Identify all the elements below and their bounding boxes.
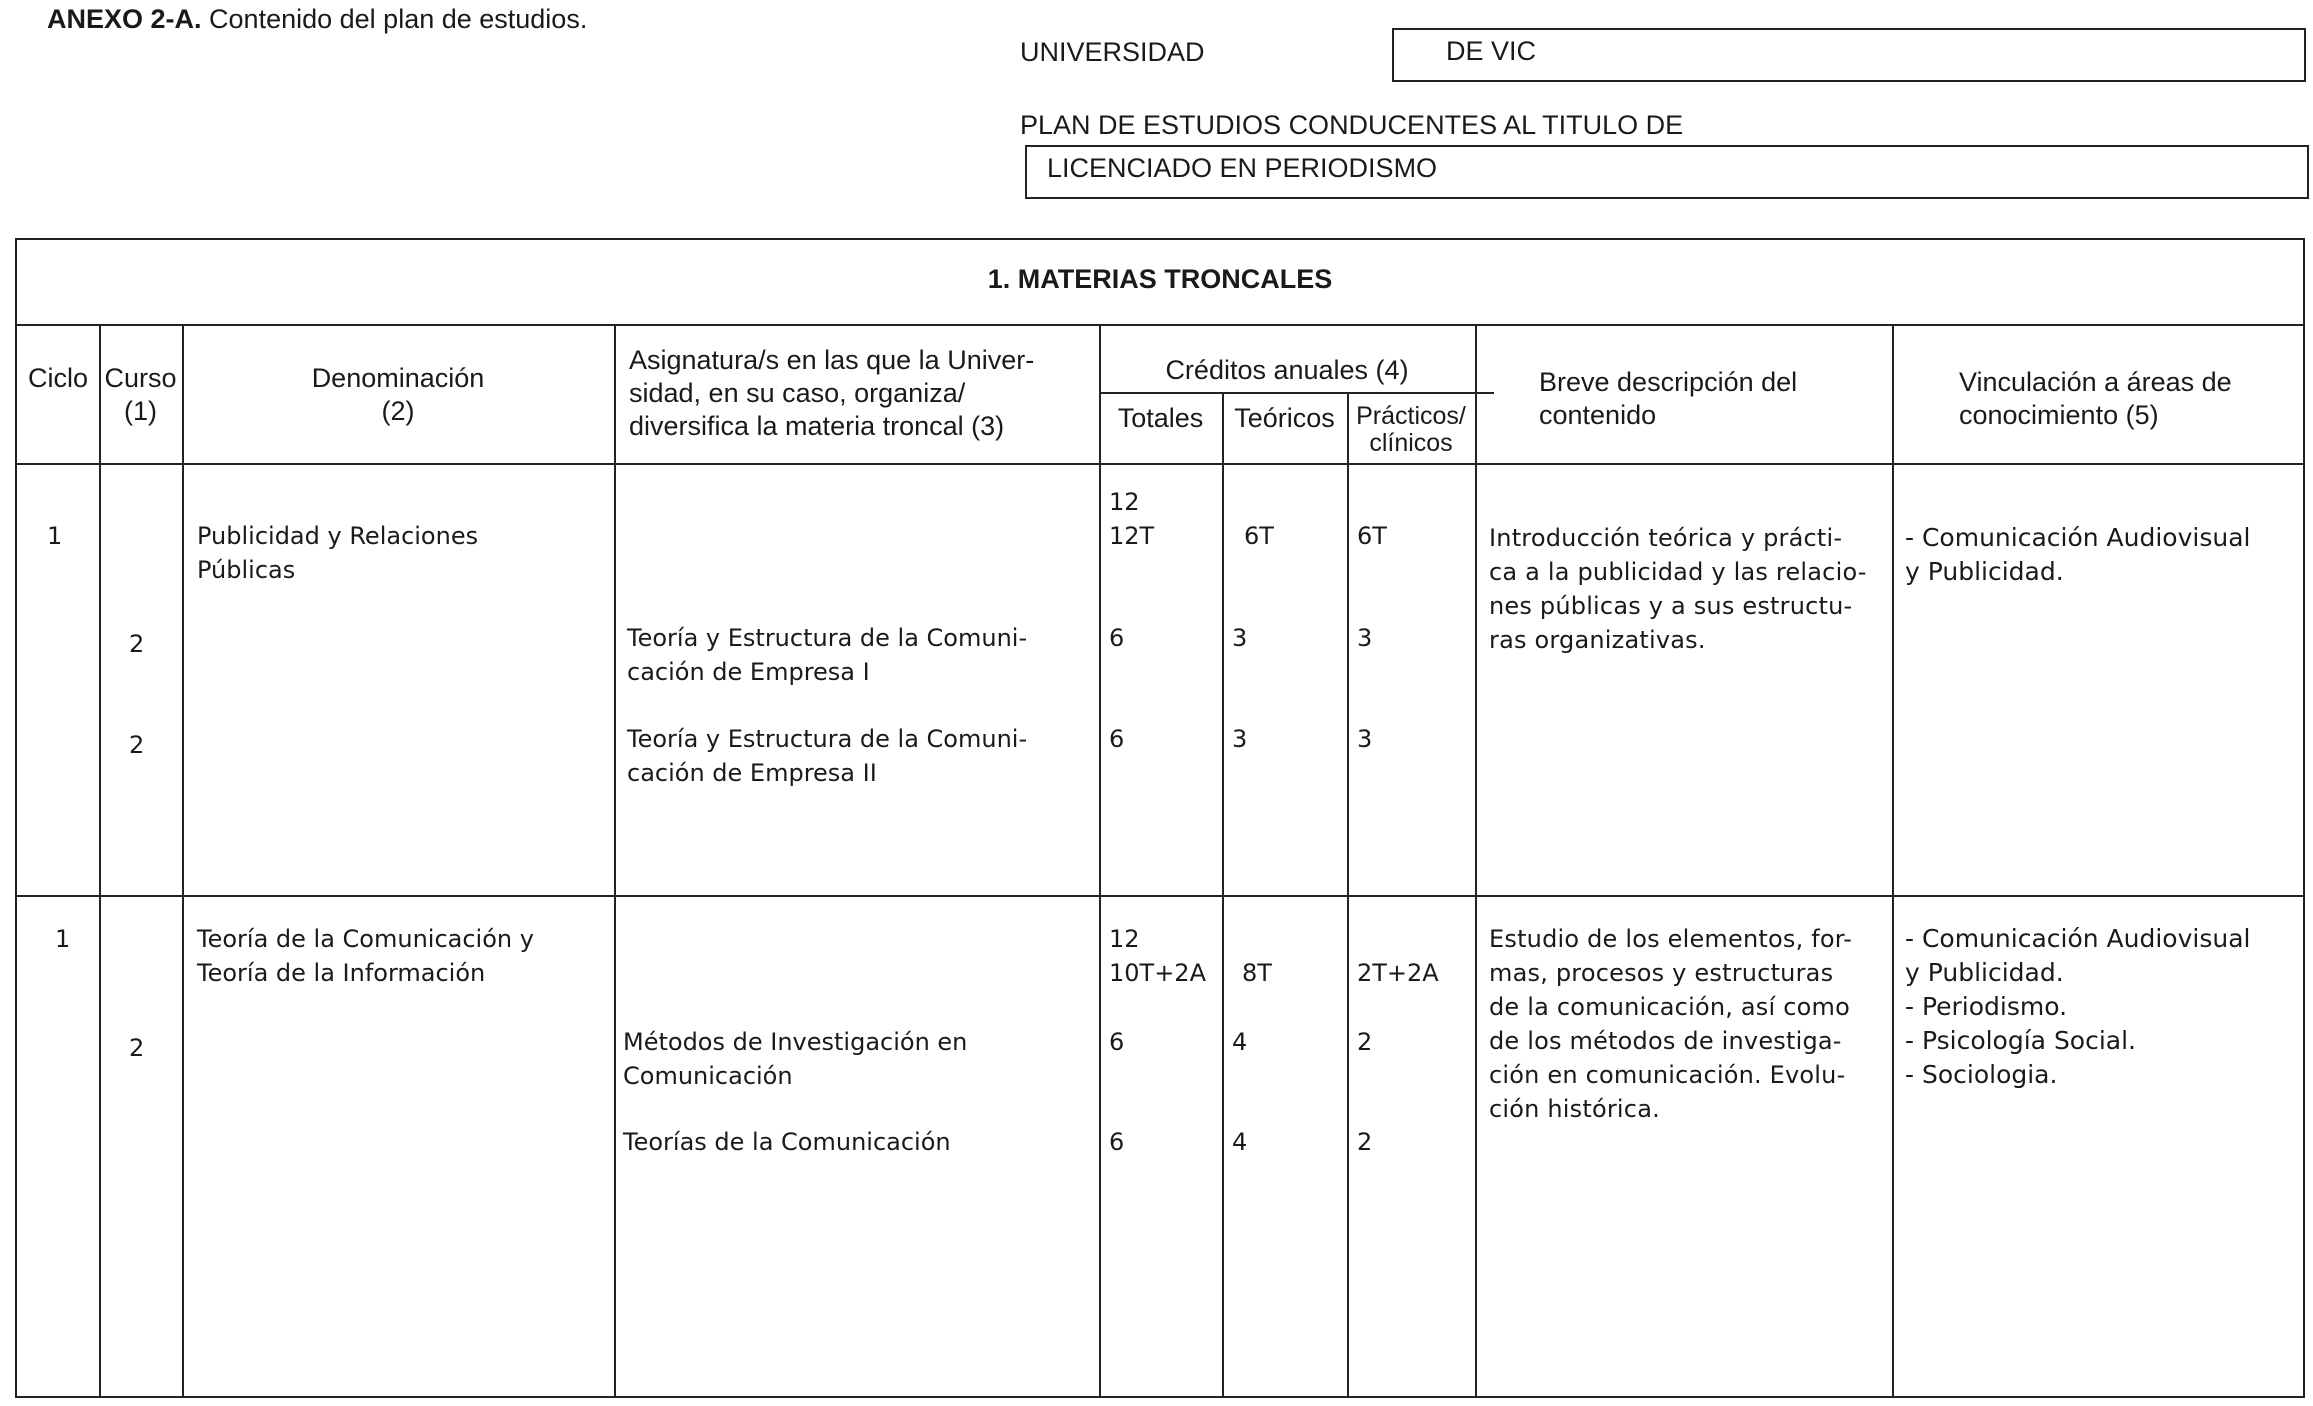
row1-vinculacion: - Comunicación Audiovisual y Publicidad. (1905, 523, 2251, 586)
row1-practicos: 6T (1357, 522, 1387, 550)
annex-text: Contenido del plan de estudios. (209, 4, 588, 34)
col-line-descripcion (1892, 324, 1894, 1396)
row1-sub1-teoricos: 3 (1232, 624, 1248, 652)
col-header-creditos: Créditos anuales (4) (1165, 355, 1409, 385)
col-header-curso: Curso (1) (104, 363, 177, 426)
row2-descripcion: Estudio de los elementos, for- mas, procesos y estructuras de la comunicación, así como de los métodos de investiga- ción en comunicación. Evolu- ción histórica. (1489, 925, 1853, 1123)
row2-totales: 12 10T+2A (1109, 925, 1206, 987)
col-header-totales: Totales (1117, 403, 1204, 433)
rule-credits (1099, 392, 1494, 394)
row1-denominacion: Publicidad y Relaciones Públicas (197, 522, 479, 584)
col-line-teoricos (1347, 392, 1349, 1396)
row1-descripcion: Introducción teórica y prácti- ca a la publicidad y las relacio- nes públicas y a sus estructu- ras organizativas. (1489, 524, 1867, 654)
rule-title (17, 324, 2303, 326)
col-header-practicos: Prácticos/ clínicos (1356, 402, 1466, 457)
row1-sub1-practicos: 3 (1357, 624, 1373, 652)
col-line-denominacion (614, 324, 616, 1396)
row2-sub2-practicos: 2 (1357, 1128, 1373, 1156)
row1-ciclo: 1 (47, 522, 63, 550)
row2-sub1-teoricos: 4 (1232, 1028, 1248, 1056)
row1-sub2-totales: 6 (1109, 725, 1125, 753)
row1-teoricos: 6T (1244, 522, 1274, 550)
plan-field (1025, 145, 2309, 199)
annex-heading (47, 4, 587, 35)
row2-vinculacion: - Comunicación Audiovisual y Publicidad. - Periodismo. - Psicología Social. - Sociologia. (1905, 924, 2251, 1089)
plan-value: LICENCIADO EN PERIODISMO (1047, 153, 1438, 183)
row1-sub2-teoricos: 3 (1232, 725, 1248, 753)
annex-label: ANEXO 2-A. (47, 4, 202, 34)
row1-sub1-totales: 6 (1109, 624, 1125, 652)
row2-sub2-teoricos: 4 (1232, 1128, 1248, 1156)
col-header-vinculacion: Vinculación a áreas de conocimiento (5) (1959, 367, 2232, 430)
col-header-denominacion: Denominación (2) (311, 363, 485, 426)
col-header-asignatura: Asignatura/s en las que la Univer- sidad, en su caso, organiza/ diversifica la materia troncal (3) (629, 345, 1035, 441)
row2-sub1-practicos: 2 (1357, 1028, 1373, 1056)
col-line-asignatura (1099, 324, 1101, 1396)
section-title: 1. MATERIAS TRONCALES (987, 264, 1333, 294)
row1-sub1-nombre: Teoría y Estructura de la Comuni- cación de Empresa I (627, 624, 1028, 686)
row1-sub2-nombre: Teoría y Estructura de la Comuni- cación de Empresa II (627, 725, 1028, 787)
col-line-practicos (1475, 324, 1477, 1396)
university-label: UNIVERSIDAD (1020, 37, 1205, 67)
col-header-teoricos: Teóricos (1234, 403, 1335, 433)
rule-header (17, 463, 2303, 465)
university-value: DE VIC (1446, 36, 1537, 66)
plan-label: PLAN DE ESTUDIOS CONDUCENTES AL TITULO DE (1020, 110, 1684, 140)
rule-row-separator (17, 895, 2303, 897)
university-field (1392, 28, 2306, 82)
curriculum-table (15, 238, 2305, 1398)
row2-sub2-totales: 6 (1109, 1128, 1125, 1156)
row1-sub2-curso: 2 (129, 731, 145, 759)
row1-totales: 12 12T (1109, 488, 1155, 550)
row2-sub1-nombre: Métodos de Investigación en Comunicación (623, 1028, 968, 1090)
row2-sub2-nombre: Teorías de la Comunicación (623, 1128, 951, 1156)
col-line-curso (182, 324, 184, 1396)
col-header-ciclo: Ciclo (27, 363, 88, 393)
row2-denominacion: Teoría de la Comunicación y Teoría de la Información (197, 925, 534, 987)
col-line-ciclo (99, 324, 101, 1396)
col-header-descripcion: Breve descripción del contenido (1539, 367, 1798, 430)
row2-teoricos: 8T (1242, 959, 1272, 987)
row1-sub1-curso: 2 (129, 630, 145, 658)
row1-sub2-practicos: 3 (1357, 725, 1373, 753)
row2-ciclo: 1 (55, 925, 71, 953)
row2-sub1-curso: 2 (129, 1034, 145, 1062)
row2-practicos: 2T+2A (1357, 959, 1439, 987)
row2-sub1-totales: 6 (1109, 1028, 1125, 1056)
col-line-totales (1222, 392, 1224, 1396)
